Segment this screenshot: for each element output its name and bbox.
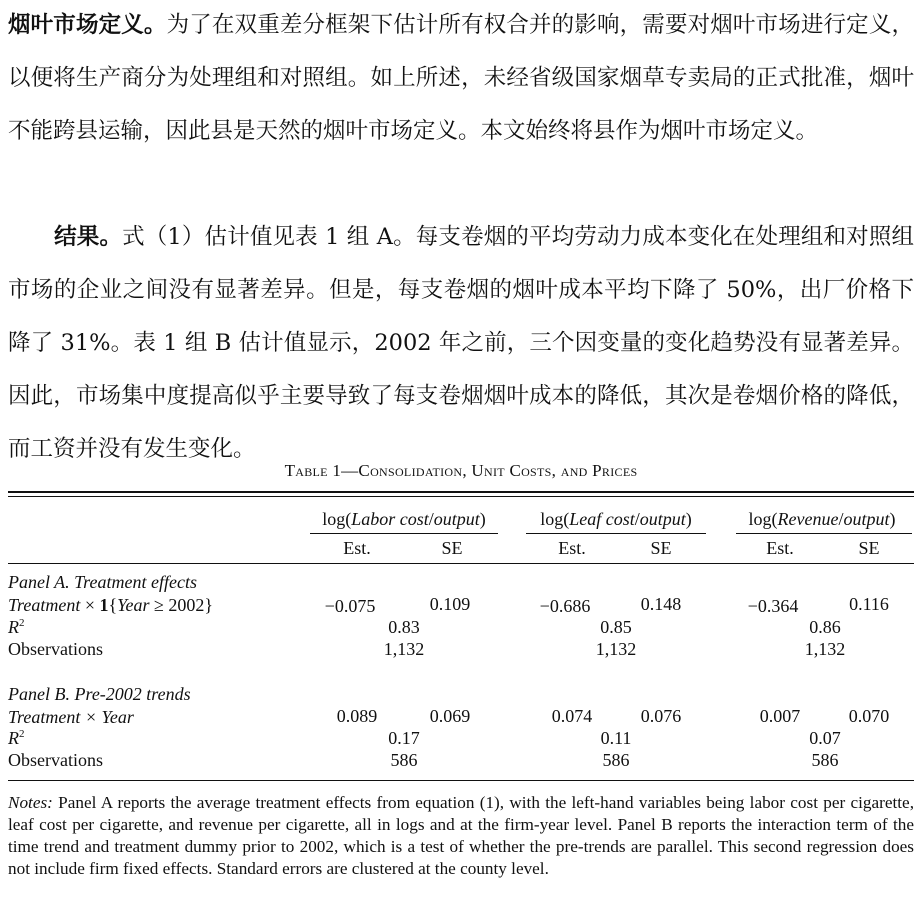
panel-b-r2: 0.11 bbox=[600, 728, 632, 748]
panel-a-r2: 0.85 bbox=[600, 617, 632, 637]
panel-b-obs: 586 bbox=[602, 750, 630, 770]
table-top-rule-thin bbox=[8, 496, 914, 497]
panel-a-r2: 0.83 bbox=[388, 617, 420, 637]
panel-a-row-label: Treatment × 1{Year ≥ 2002} bbox=[8, 595, 214, 615]
header-rule bbox=[8, 563, 914, 564]
se-header: SE bbox=[650, 538, 672, 558]
paragraph-market-definition bbox=[8, 0, 914, 158]
panel-b-se: 0.070 bbox=[848, 706, 890, 726]
column-underline bbox=[310, 533, 498, 534]
panel-a-se: 0.116 bbox=[849, 594, 889, 614]
panel-b-r2: 0.17 bbox=[388, 728, 420, 748]
panel-b-title: Panel B. Pre-2002 trends bbox=[8, 684, 191, 704]
panel-a-r2: 0.86 bbox=[809, 617, 841, 637]
panel-b-est: 0.074 bbox=[551, 706, 593, 726]
panel-b-se: 0.069 bbox=[429, 706, 471, 726]
paragraph-text: 为了在双重差分框架下估计所有权合并的影响，需要对烟叶市场进行定义，以便将生产商分为处理组和对照组。如上所述，未经省级国家烟草专卖局的正式批准，烟叶不能跨县运输，因此县是天然的烟叶市场定义。本文始终将县作为烟叶市场定义。 bbox=[8, 12, 914, 144]
panel-a-obs: 1,132 bbox=[383, 639, 425, 659]
table-top-rule bbox=[8, 491, 914, 493]
panel-b-est: 0.007 bbox=[759, 706, 801, 726]
paragraph-results bbox=[8, 211, 914, 476]
est-header: Est. bbox=[558, 538, 586, 558]
paragraph-text: 式（1）估计值见表 1 组 A。每支卷烟的平均劳动力成本变化在处理组和对照组市场的企业之间没有显著差异。但是，每支卷烟的烟叶成本平均下降了 50%，出厂价格下降了 31%。表 1 组 B 估计值显示，2002 年之前，三个因变量的变化趋势没有显著差异。因此，市场集中度提高似乎主要导致了每支卷烟烟叶成本的降低，其次是卷烟价格的降低，而工资并没有发生变化。 bbox=[8, 224, 914, 462]
panel-a-est: −0.075 bbox=[324, 596, 376, 616]
panel-b-est: 0.089 bbox=[336, 706, 378, 726]
panel-a-est: −0.364 bbox=[747, 596, 799, 616]
est-header: Est. bbox=[343, 538, 371, 558]
panel-a-obs: 1,132 bbox=[804, 639, 846, 659]
paragraph-heading: 结果。 bbox=[54, 224, 123, 250]
panel-b-obs-label: Observations bbox=[8, 750, 103, 770]
table-notes bbox=[8, 792, 914, 880]
panel-b-se: 0.076 bbox=[640, 706, 682, 726]
panel-b-obs: 586 bbox=[390, 750, 418, 770]
column-header-revenue: log(Revenue/output) bbox=[748, 509, 896, 529]
notes-label: Notes: bbox=[8, 793, 53, 812]
panel-a-title: Panel A. Treatment effects bbox=[8, 572, 197, 592]
est-header: Est. bbox=[766, 538, 794, 558]
column-underline bbox=[736, 533, 912, 534]
column-header-labor: log(Labor cost/output) bbox=[322, 509, 486, 529]
table-title: Table 1—Consolidation, Unit Costs, and Prices bbox=[284, 461, 638, 480]
panel-a-se: 0.109 bbox=[429, 594, 471, 614]
paragraph-heading: 烟叶市场定义。 bbox=[8, 12, 167, 38]
notes-text: Panel A reports the average treatment effects from equation (1), with the left-hand variables being labor cost per cigarette, leaf cost per cigarette, and revenue per cigarette, all in logs and at the firm-year level. Panel B reports the interaction term of the time trend and treatment dummy prior to 2002, which is a test of whether the pre-trends are parallel. This second regression does not include firm fixed effects. Standard errors are clustered at the county level. bbox=[8, 793, 914, 878]
panel-b-obs: 586 bbox=[811, 750, 839, 770]
panel-b-r2-label: $R^2$ bbox=[8, 728, 25, 748]
panel-b-r2: 0.07 bbox=[809, 728, 841, 748]
table-bottom-rule bbox=[8, 780, 914, 781]
column-header-leaf: log(Leaf cost/output) bbox=[540, 509, 692, 529]
se-header: SE bbox=[441, 538, 463, 558]
panel-a-se: 0.148 bbox=[640, 594, 682, 614]
panel-a-r2-label: $R^2$ bbox=[8, 617, 25, 637]
panel-a-obs-label: Observations bbox=[8, 639, 103, 659]
panel-b-row-label: Treatment × Year bbox=[8, 707, 134, 727]
se-header: SE bbox=[858, 538, 880, 558]
panel-a-est: −0.686 bbox=[539, 596, 591, 616]
column-underline bbox=[526, 533, 706, 534]
panel-a-obs: 1,132 bbox=[595, 639, 637, 659]
